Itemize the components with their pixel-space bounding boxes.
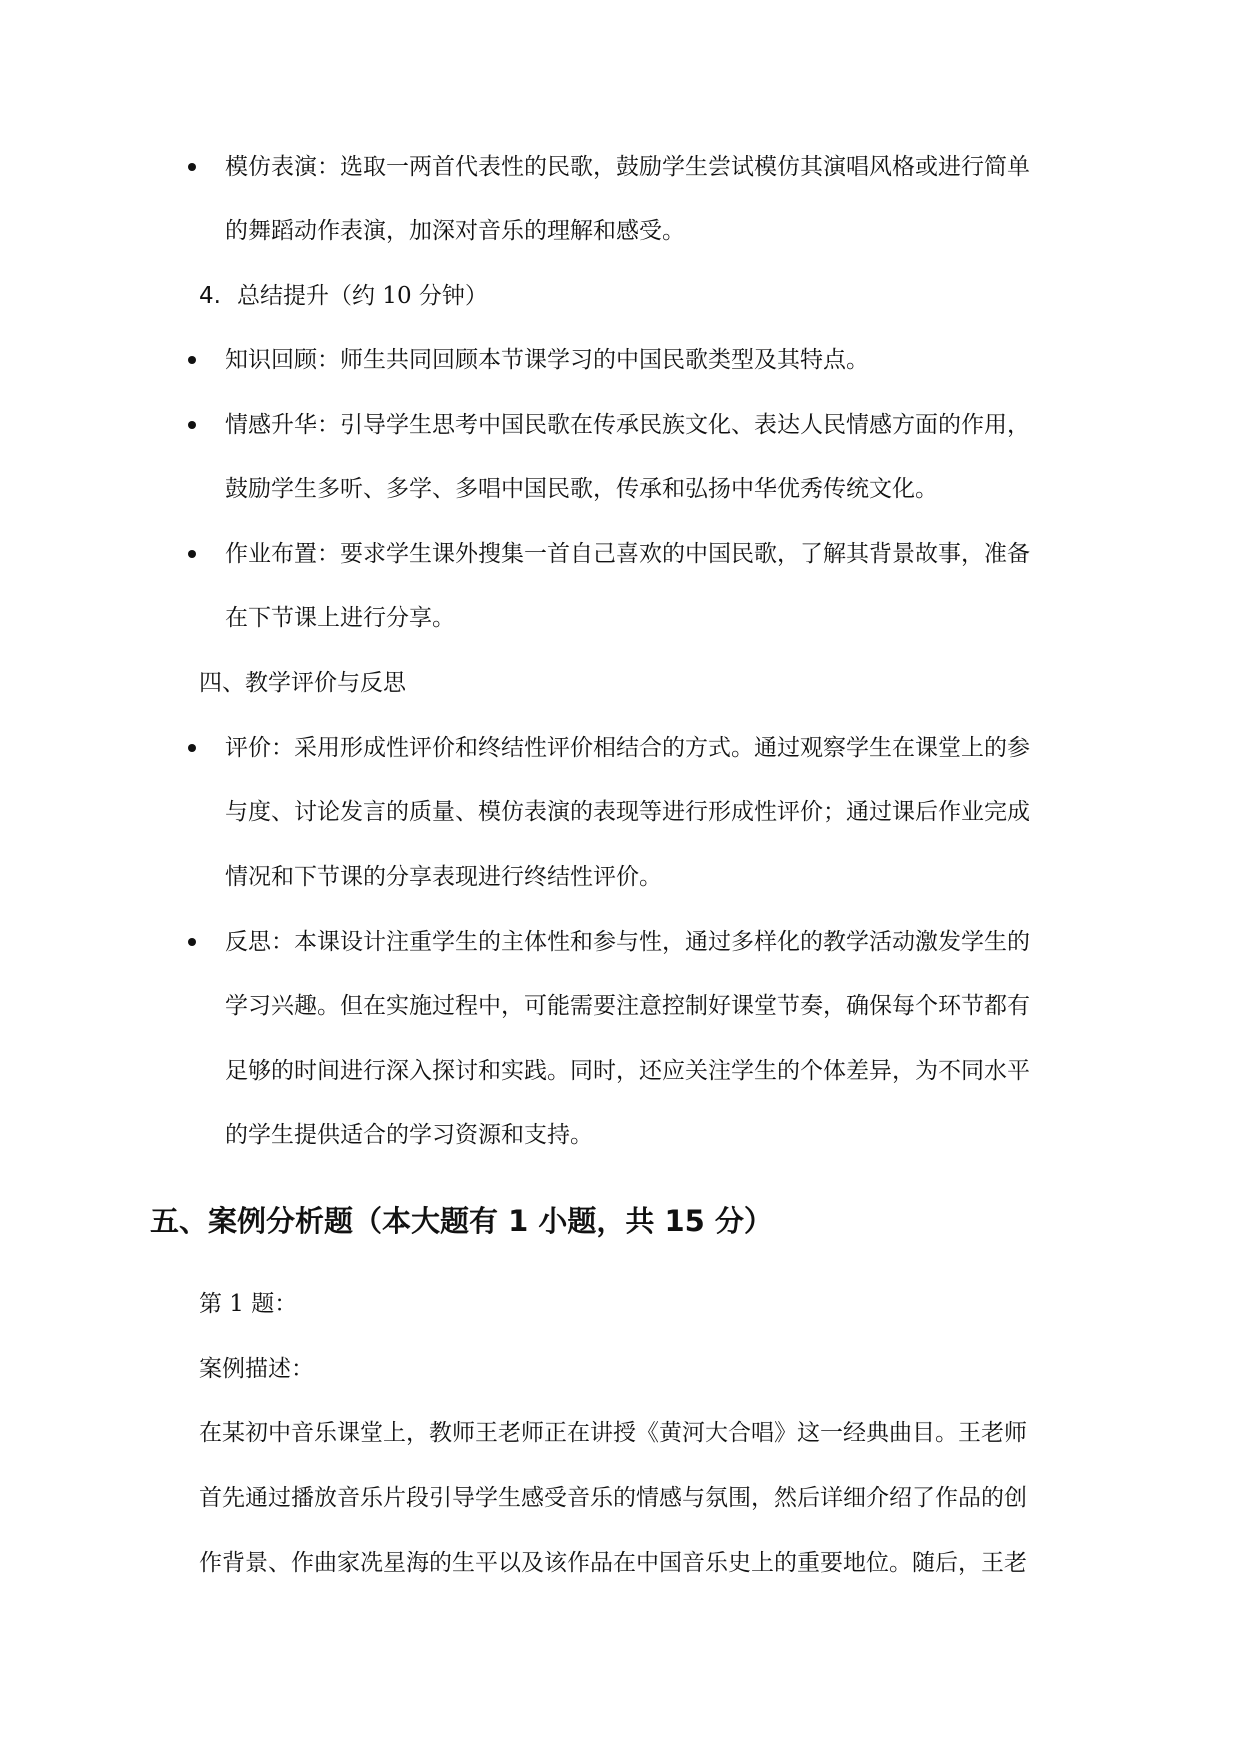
step4-number: 4.	[199, 283, 221, 309]
bullet-homework	[188, 550, 196, 558]
bullet-imitation	[188, 163, 196, 171]
imitation-line-2: 的舞蹈动作表演，加深对音乐的理解和感受。	[225, 218, 685, 244]
emotion-line-2: 鼓励学生多听、多学、多唱中国民歌，传承和弘扬中华优秀传统文化。	[225, 476, 938, 502]
reflection-line-3: 足够的时间进行深入探讨和实践。同时，还应关注学生的个体差异，为不同水平	[225, 1058, 1030, 1084]
case-label: 案例描述：	[199, 1356, 314, 1382]
section4-title: 四、教学评价与反思	[199, 670, 406, 696]
bullet-review	[188, 356, 196, 364]
imitation-line-1: 模仿表演：选取一两首代表性的民歌，鼓励学生尝试模仿其演唱风格或进行简单	[225, 154, 1030, 180]
emotion-line-1: 情感升华：引导学生思考中国民歌在传承民族文化、表达人民情感方面的作用，	[225, 412, 1030, 438]
homework-line-1: 作业布置：要求学生课外搜集一首自己喜欢的中国民歌，了解其背景故事，准备	[225, 541, 1030, 567]
question-label: 第 1 题：	[199, 1291, 298, 1317]
homework-line-2: 在下节课上进行分享。	[225, 605, 455, 631]
case-para-line-1: 在某初中音乐课堂上，教师王老师正在讲授《黄河大合唱》这一经典曲目。王老师	[199, 1420, 1027, 1446]
case-para-line-2: 首先通过播放音乐片段引导学生感受音乐的情感与氛围，然后详细介绍了作品的创	[199, 1485, 1027, 1511]
evaluation-line-1: 评价：采用形成性评价和终结性评价相结合的方式。通过观察学生在课堂上的参	[225, 735, 1030, 761]
reflection-line-1: 反思：本课设计注重学生的主体性和参与性，通过多样化的教学活动激发学生的	[225, 929, 1030, 955]
evaluation-line-2: 与度、讨论发言的质量、模仿表演的表现等进行形成性评价；通过课后作业完成	[225, 799, 1030, 825]
section5-title: 五、案例分析题（本大题有 1 小题，共 15 分）	[150, 1204, 773, 1238]
reflection-line-4: 的学生提供适合的学习资源和支持。	[225, 1122, 593, 1148]
case-para-line-3: 作背景、作曲家冼星海的生平以及该作品在中国音乐史上的重要地位。随后，王老	[199, 1550, 1027, 1576]
review-line-1: 知识回顾：师生共同回顾本节课学习的中国民歌类型及其特点。	[225, 347, 869, 373]
bullet-evaluation	[188, 744, 196, 752]
reflection-line-2: 学习兴趣。但在实施过程中，可能需要注意控制好课堂节奏，确保每个环节都有	[225, 993, 1030, 1019]
bullet-emotion	[188, 421, 196, 429]
step4-text: 总结提升（约 10 分钟）	[237, 283, 488, 309]
bullet-reflection	[188, 938, 196, 946]
evaluation-line-3: 情况和下节课的分享表现进行终结性评价。	[225, 864, 662, 890]
